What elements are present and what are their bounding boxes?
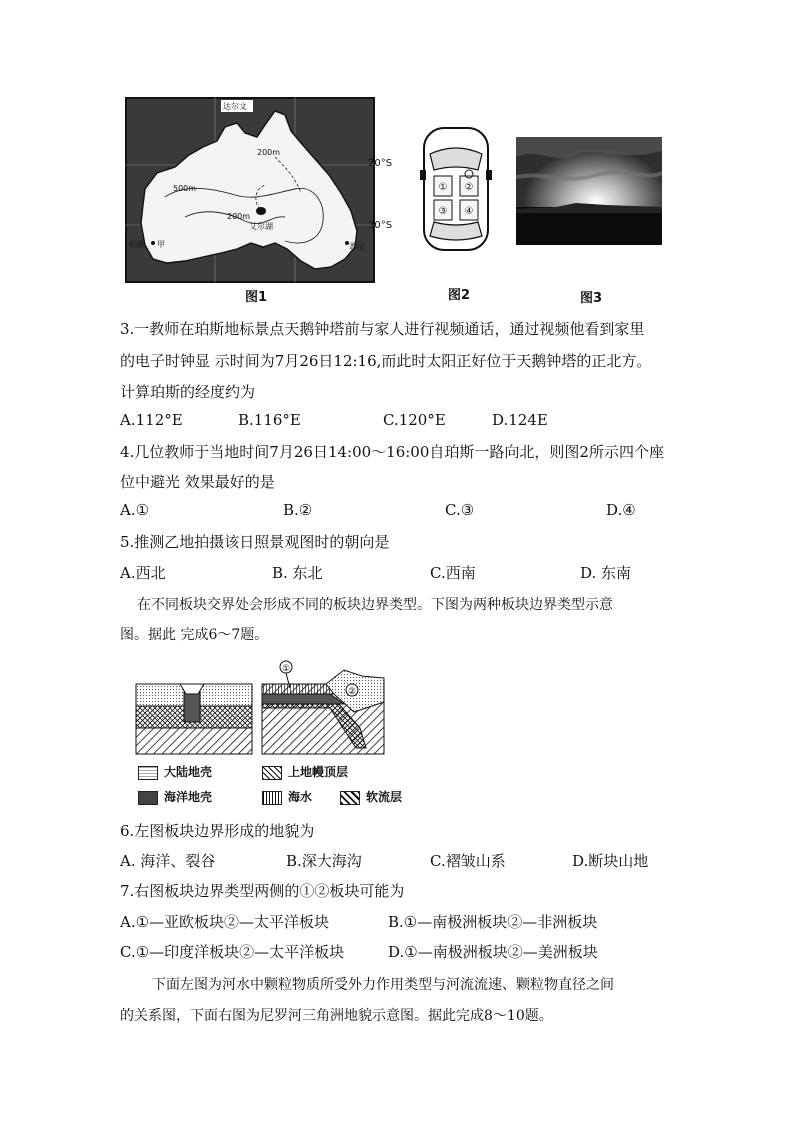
q7-line-1: 7.右图板块边界类型两侧的①②板块可能为 — [120, 882, 405, 900]
q6-option-d[interactable]: D.断块山地 — [572, 852, 649, 870]
q3-option-a[interactable]: A.112°E — [120, 411, 183, 429]
lat-20-label: 20°S — [368, 158, 393, 169]
left-mirror — [420, 170, 426, 180]
seat-4-label: ④ — [464, 206, 474, 217]
q3-option-b[interactable]: B.116°E — [238, 411, 301, 429]
q3-line-1: 3.一教师在珀斯地标景点天鹅钟塔前与家人进行视频通话，通过视频他看到家里 — [120, 320, 645, 338]
q6-option-b[interactable]: B.深大海沟 — [286, 852, 362, 870]
q7-option-b[interactable]: B.①—南极洲板块②—非洲板块 — [388, 913, 598, 931]
perth-dot — [151, 241, 155, 245]
figure-3-photo — [516, 137, 662, 245]
q5-line-1: 5.推测乙地拍摄该日照景观图时的朝向是 — [120, 533, 390, 551]
figure-2-car — [418, 124, 494, 254]
plate-boundary-figure — [130, 658, 390, 758]
q4-line-1: 4.几位教师于当地时间7月26日14:00～16:00自珀斯一路向北，则图2所示四个座 — [120, 443, 664, 461]
lat-30-label: 30°S — [368, 220, 393, 231]
figure-1-map — [125, 97, 375, 283]
left-boundary-diagram — [136, 684, 252, 754]
figure-2-caption: 图2 — [448, 288, 471, 303]
plate-marker-1: ① — [281, 664, 291, 674]
legend-swatch-hatch — [340, 791, 360, 805]
plates-intro-line-2: 图。据此 完成6～7题。 — [120, 627, 269, 643]
label-contour-200-south: 200m — [227, 212, 251, 221]
label-contour-200-north: 200m — [257, 148, 281, 157]
q6-option-c[interactable]: C.褶皱山系 — [430, 852, 506, 870]
q3-option-c[interactable]: C.120°E — [383, 411, 446, 429]
legend-oceanic-crust: 海洋地壳 — [138, 788, 212, 805]
right-mirror — [486, 170, 492, 180]
q4-line-2: 位中避光 效果最好的是 — [120, 473, 275, 491]
seat-2-label: ② — [464, 182, 474, 193]
label-perth: 珀斯 — [129, 240, 145, 249]
river-intro-line-1: 下面左图为河水中颗粒物质所受外力作用类型与河流流速、颗粒物直径之间 — [152, 977, 614, 993]
q4-option-c[interactable]: C.③ — [445, 501, 475, 519]
sydney-dot — [345, 241, 349, 245]
legend-asthenosphere: 软流层 — [340, 788, 402, 805]
windshield — [430, 148, 482, 170]
legend-swatch-dots — [138, 766, 158, 780]
legend-seawater: 海水 — [262, 788, 312, 805]
label-jia: 甲 — [157, 240, 165, 249]
q7-option-c[interactable]: C.①—印度洋板块②—太平洋板块 — [120, 943, 345, 961]
rear-window — [430, 222, 482, 240]
q6-line-1: 6.左图板块边界形成的地貌为 — [120, 822, 315, 840]
q7-option-d[interactable]: D.①—南极洲板块②—美洲板块 — [388, 943, 598, 961]
label-contour-500: 500m — [173, 184, 197, 193]
legend-continental-crust: 大陆地壳 — [138, 763, 212, 780]
q3-line-3: 计算珀斯的经度约为 — [120, 383, 256, 401]
figure-3-caption: 图3 — [580, 291, 603, 306]
seat-3-label: ③ — [438, 206, 448, 217]
plates-intro-line-1: 在不同板块交界处会形成不同的板块边界类型。下图为两种板块边界类型示意 — [137, 597, 613, 613]
seat-1-label: ① — [438, 182, 448, 193]
q6-option-a[interactable]: A. 海洋、裂谷 — [120, 852, 216, 870]
right-boundary-diagram — [262, 661, 384, 754]
figure-1-caption: 图1 — [245, 290, 268, 305]
q3-option-d[interactable]: D.124E — [492, 411, 548, 429]
label-sydney: 悉尼 — [349, 242, 365, 251]
label-lake-eyre: 艾尔湖 — [249, 222, 273, 231]
q3-line-2: 的电子时钟显 示时间为7月26日12:16,而此时太阳正好位于天鹅钟塔的正北方。 — [120, 352, 652, 370]
australia-map-svg — [125, 97, 375, 283]
q5-option-d[interactable]: D. 东南 — [580, 564, 632, 582]
q4-option-b[interactable]: B.② — [283, 501, 313, 519]
legend-upper-mantle: 上地幔顶层 — [262, 763, 348, 780]
legend-swatch-cross — [262, 766, 282, 780]
legend-swatch-vlines — [262, 791, 282, 805]
q7-option-a[interactable]: A.①—亚欧板块②—太平洋板块 — [120, 913, 330, 931]
q4-option-d[interactable]: D.④ — [606, 501, 636, 519]
river-intro-line-2: 的关系图，下面右图为尼罗河三角洲地貌示意图。据此完成8～10题。 — [120, 1008, 553, 1024]
q5-option-c[interactable]: C.西南 — [430, 564, 476, 582]
plate-marker-2: ② — [347, 687, 357, 697]
legend-swatch-dark — [138, 791, 158, 805]
q4-option-a[interactable]: A.① — [120, 501, 150, 519]
q5-option-a[interactable]: A.西北 — [120, 564, 166, 582]
q5-option-b[interactable]: B. 东北 — [272, 564, 323, 582]
label-darwin: 达尔文 — [223, 102, 247, 111]
lake-eyre-marker — [256, 207, 266, 215]
